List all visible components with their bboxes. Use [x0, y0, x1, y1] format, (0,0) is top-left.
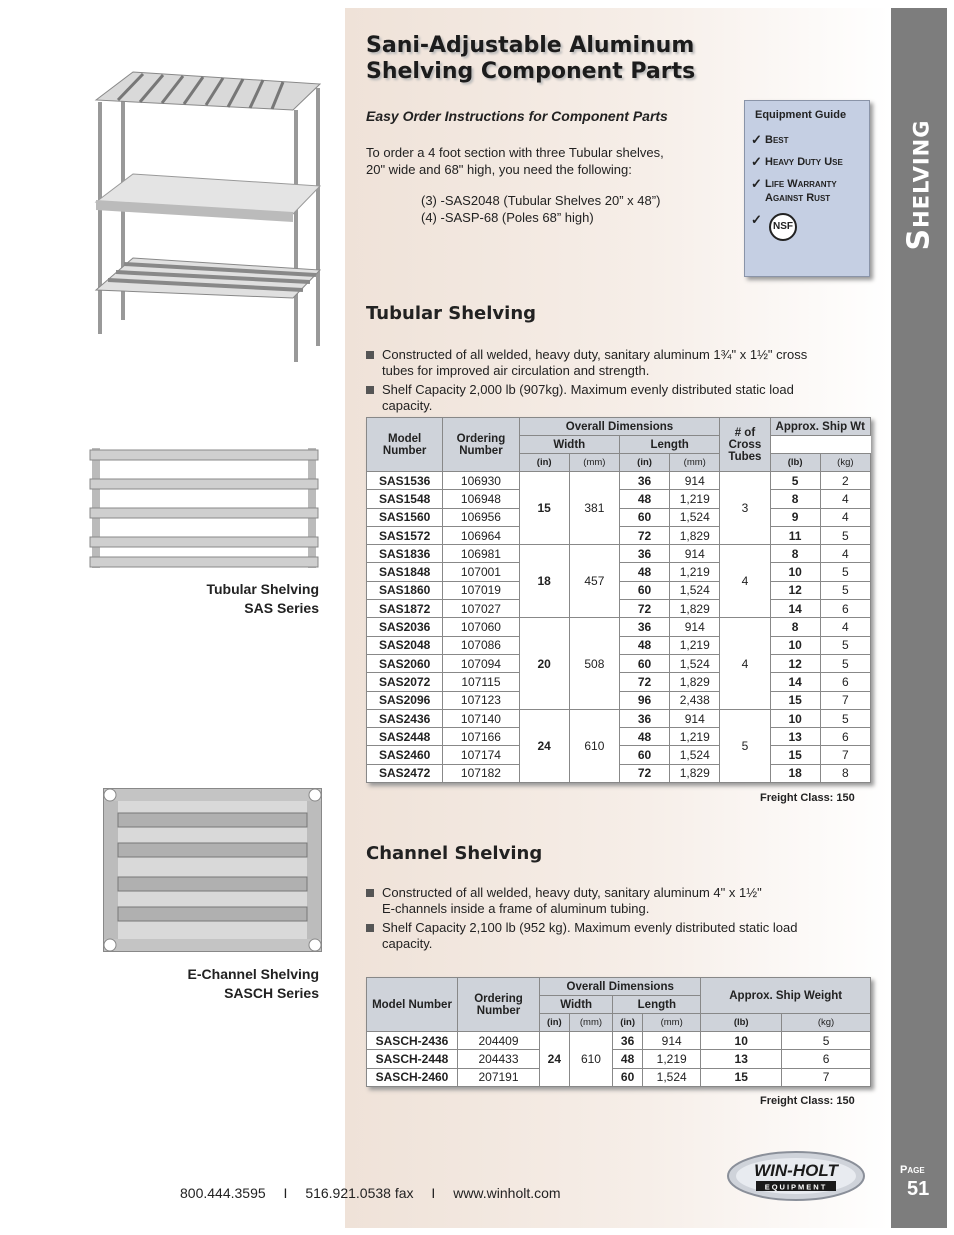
table-cell: 6 — [782, 1050, 871, 1068]
table-cell: 1,219 — [670, 636, 720, 654]
table-cell: SAS1572 — [367, 526, 443, 544]
unit-mm: (mm) — [642, 1014, 700, 1032]
list-item: Shelf Capacity 2,000 lb (907kg). Maximum evenly distributed static load capacity. — [366, 382, 866, 414]
table-cell: 48 — [619, 563, 669, 581]
unit-kg: (kg) — [820, 454, 870, 472]
table-cell: 204433 — [458, 1050, 540, 1068]
table-cell: SAS2460 — [367, 746, 443, 764]
tubular-bullets — [366, 347, 866, 417]
table-cell: 14 — [770, 600, 820, 618]
table-cell: 3 — [720, 472, 770, 545]
col-model: Model Number — [367, 978, 458, 1032]
table-cell: 1,524 — [670, 746, 720, 764]
table-cell: 1,829 — [670, 764, 720, 782]
table-cell: 72 — [619, 764, 669, 782]
channel-freight-class: Freight Class: 150 — [760, 1095, 855, 1107]
table-cell: 14 — [770, 673, 820, 691]
table-cell: 107140 — [443, 709, 519, 727]
table-cell: 207191 — [458, 1068, 540, 1086]
table-row — [367, 526, 871, 544]
win-holt-logo — [726, 1150, 866, 1202]
table-cell: 1,524 — [670, 581, 720, 599]
tubular-caption: Tubular Shelving SAS Series — [206, 581, 319, 616]
table-cell: 1,219 — [670, 728, 720, 746]
table-cell: 1,829 — [670, 526, 720, 544]
table-cell: SAS1872 — [367, 600, 443, 618]
table-row — [367, 581, 871, 599]
table-cell: SAS2036 — [367, 618, 443, 636]
table-cell: 72 — [619, 673, 669, 691]
table-row — [367, 1032, 871, 1050]
table-cell: 8 — [820, 764, 870, 782]
svg-text:WIN-HOLT: WIN-HOLT — [754, 1161, 838, 1180]
table-cell: 508 — [569, 618, 619, 709]
unit-kg: (kg) — [782, 1014, 871, 1032]
table-row — [367, 508, 871, 526]
table-cell: 36 — [619, 709, 669, 727]
table-row — [367, 490, 871, 508]
footer-phone: 800.444.3595 — [180, 1185, 266, 1201]
table-cell: 15 — [519, 472, 569, 545]
table-cell: 457 — [569, 545, 619, 618]
table-cell: 107027 — [443, 600, 519, 618]
table-cell: 5 — [820, 563, 870, 581]
nsf-logo-icon: NSF — [769, 213, 797, 241]
table-cell: 914 — [670, 709, 720, 727]
table-cell: 204409 — [458, 1032, 540, 1050]
table-cell: 4 — [820, 618, 870, 636]
table-cell: SAS1848 — [367, 563, 443, 581]
table-cell: 106981 — [443, 545, 519, 563]
unit-mm: (mm) — [670, 454, 720, 472]
table-row — [367, 764, 871, 782]
table-cell: 5 — [820, 526, 870, 544]
guide-item-nsf — [751, 213, 869, 241]
table-row — [367, 618, 871, 636]
table-cell: 5 — [820, 654, 870, 672]
table-cell: 914 — [642, 1032, 700, 1050]
col-width: Width — [519, 436, 619, 454]
channel-shelf-photo — [100, 785, 325, 955]
table-cell: 107115 — [443, 673, 519, 691]
guide-title: Equipment Guide — [755, 109, 847, 121]
table-cell: SAS1836 — [367, 545, 443, 563]
table-cell: SAS2448 — [367, 728, 443, 746]
table-row — [367, 600, 871, 618]
col-width: Width — [540, 996, 613, 1014]
table-row — [367, 709, 871, 727]
table-cell: 106930 — [443, 472, 519, 490]
table-row — [367, 472, 871, 490]
table-cell: 1,219 — [670, 490, 720, 508]
table-cell: 15 — [701, 1068, 782, 1086]
table-cell: 107086 — [443, 636, 519, 654]
col-tubes: # of Cross Tubes — [720, 418, 770, 472]
col-ordering: Ordering Number — [458, 978, 540, 1032]
table-cell: SASCH-2448 — [367, 1050, 458, 1068]
checkmark-icon: ✓ — [751, 176, 762, 191]
table-cell: 15 — [770, 746, 820, 764]
order-list: (3) -SAS2048 (Tubular Shelves 20” x 48”) (4) -SASP-68 (Poles 68” high) — [421, 193, 661, 225]
table-cell: 5 — [820, 581, 870, 599]
list-item: Constructed of all welded, heavy duty, sanitary aluminum 4" x 1½" E-channels inside a frame of aluminum tubing. — [366, 885, 866, 917]
table-row — [367, 545, 871, 563]
unit-lb: (lb) — [701, 1014, 782, 1032]
table-cell: 60 — [619, 508, 669, 526]
table-cell: 7 — [820, 746, 870, 764]
channel-bullets — [366, 885, 866, 955]
table-cell: 5 — [820, 636, 870, 654]
col-model: Model Number — [367, 418, 443, 472]
table-row — [367, 673, 871, 691]
guide-item-warranty: ✓ Life Warranty Against Rust — [751, 176, 837, 204]
table-cell: 106964 — [443, 526, 519, 544]
table-cell: 610 — [569, 709, 619, 782]
table-cell: SASCH-2460 — [367, 1068, 458, 1086]
table-cell: 381 — [569, 472, 619, 545]
tubular-freight-class: Freight Class: 150 — [760, 792, 855, 804]
table-cell: 6 — [820, 728, 870, 746]
checkmark-icon: ✓ — [751, 132, 762, 147]
table-cell: 96 — [619, 691, 669, 709]
table-cell: 11 — [770, 526, 820, 544]
tubular-heading: Tubular Shelving — [366, 303, 537, 324]
table-row — [367, 1050, 871, 1068]
tubular-shelf-photo — [88, 446, 320, 571]
table-cell: 36 — [613, 1032, 643, 1050]
unit-in: (in) — [619, 454, 669, 472]
table-cell: 10 — [770, 563, 820, 581]
table-row — [367, 746, 871, 764]
table-cell: 2,438 — [670, 691, 720, 709]
tubular-shelving-table — [366, 417, 871, 783]
svg-text:EQUIPMENT: EQUIPMENT — [764, 1182, 828, 1192]
table-cell: 7 — [820, 691, 870, 709]
table-cell: 48 — [619, 636, 669, 654]
table-cell: 4 — [820, 545, 870, 563]
table-cell: 107166 — [443, 728, 519, 746]
table-cell: 18 — [770, 764, 820, 782]
table-cell: 8 — [770, 545, 820, 563]
col-weight: Approx. Ship Wt — [770, 418, 870, 436]
table-cell: 1,524 — [670, 654, 720, 672]
col-length: Length — [619, 436, 719, 454]
unit-mm: (mm) — [569, 454, 619, 472]
list-item: Constructed of all welded, heavy duty, sanitary aluminum 1¾" x 1½" cross tubes for improved air circulation and strength. — [366, 347, 866, 379]
table-cell: 10 — [701, 1032, 782, 1050]
table-cell: 1,829 — [670, 673, 720, 691]
order-intro: To order a 4 foot section with three Tubular shelves, 20" wide and 68" high, you need the following: — [366, 145, 664, 177]
guide-item-heavy-duty: ✓ Heavy Duty Use — [751, 154, 843, 169]
shelving-unit-photo — [88, 62, 333, 367]
table-cell: 107123 — [443, 691, 519, 709]
table-cell: 107019 — [443, 581, 519, 599]
table-cell: 1,219 — [642, 1050, 700, 1068]
unit-in: (in) — [519, 454, 569, 472]
table-cell: 36 — [619, 472, 669, 490]
table-cell: 5 — [782, 1032, 871, 1050]
table-cell: 5 — [770, 472, 820, 490]
col-weight: Approx. Ship Weight — [701, 978, 871, 1014]
table-cell: 2 — [820, 472, 870, 490]
table-cell: 914 — [670, 472, 720, 490]
channel-heading: Channel Shelving — [366, 843, 543, 864]
unit-lb: (lb) — [770, 454, 820, 472]
order-instructions-heading: Easy Order Instructions for Component Parts — [366, 108, 668, 124]
table-cell: 60 — [619, 581, 669, 599]
col-ordering: Ordering Number — [443, 418, 519, 472]
table-row — [367, 654, 871, 672]
unit-in: (in) — [613, 1014, 643, 1032]
table-cell: 36 — [619, 618, 669, 636]
table-cell: SAS1536 — [367, 472, 443, 490]
table-row — [367, 1068, 871, 1086]
table-cell: 107174 — [443, 746, 519, 764]
table-cell: 1,829 — [670, 600, 720, 618]
table-cell: 8 — [770, 490, 820, 508]
table-cell: 48 — [619, 728, 669, 746]
table-cell: 24 — [519, 709, 569, 782]
table-cell: 106956 — [443, 508, 519, 526]
table-row — [367, 636, 871, 654]
table-row — [367, 563, 871, 581]
table-cell: 4 — [720, 618, 770, 709]
sidebar-title: Shelving — [901, 119, 937, 251]
table-cell: 20 — [519, 618, 569, 709]
table-cell: 107001 — [443, 563, 519, 581]
table-cell: SAS2436 — [367, 709, 443, 727]
table-cell: 6 — [820, 600, 870, 618]
col-overall: Overall Dimensions — [540, 978, 701, 996]
table-cell: 1,219 — [670, 563, 720, 581]
table-cell: SAS1860 — [367, 581, 443, 599]
table-cell: 18 — [519, 545, 569, 618]
table-cell: SAS2048 — [367, 636, 443, 654]
channel-caption: E-Channel Shelving SASCH Series — [187, 966, 319, 1001]
table-cell: 13 — [770, 728, 820, 746]
table-cell: 13 — [701, 1050, 782, 1068]
table-cell: 60 — [619, 746, 669, 764]
footer-separator: I — [431, 1185, 436, 1201]
table-cell: 60 — [613, 1068, 643, 1086]
table-cell: 5 — [820, 709, 870, 727]
table-cell: 914 — [670, 618, 720, 636]
table-cell: 15 — [770, 691, 820, 709]
table-cell: SAS2072 — [367, 673, 443, 691]
table-cell: 107182 — [443, 764, 519, 782]
table-cell: 72 — [619, 526, 669, 544]
table-cell: 10 — [770, 636, 820, 654]
table-cell: 4 — [720, 545, 770, 618]
table-cell: 4 — [820, 508, 870, 526]
table-cell: 914 — [670, 545, 720, 563]
page-title: Sani-Adjustable Aluminum Shelving Component Parts — [366, 33, 696, 84]
unit-in: (in) — [540, 1014, 570, 1032]
list-item: Shelf Capacity 2,100 lb (952 kg). Maximum evenly distributed static load capacity. — [366, 920, 866, 952]
footer-fax: 516.921.0538 fax — [305, 1185, 414, 1201]
equipment-guide — [744, 100, 870, 277]
table-cell: 6 — [820, 673, 870, 691]
table-cell: 10 — [770, 709, 820, 727]
table-cell: 36 — [619, 545, 669, 563]
table-cell: SAS2060 — [367, 654, 443, 672]
table-cell: 610 — [569, 1032, 613, 1087]
table-cell: SAS2096 — [367, 691, 443, 709]
table-cell: 5 — [720, 709, 770, 782]
footer-contact — [180, 1185, 561, 1201]
table-cell: 4 — [820, 490, 870, 508]
table-cell: 1,524 — [642, 1068, 700, 1086]
table-row — [367, 728, 871, 746]
table-cell: 107094 — [443, 654, 519, 672]
page-label: Page — [900, 1164, 925, 1176]
table-cell: SAS1548 — [367, 490, 443, 508]
col-overall: Overall Dimensions — [519, 418, 720, 436]
guide-item-best: ✓ Best — [751, 132, 789, 147]
table-cell: 12 — [770, 581, 820, 599]
table-cell: SAS2472 — [367, 764, 443, 782]
footer-website[interactable]: www.winholt.com — [453, 1185, 561, 1201]
table-cell: 24 — [540, 1032, 570, 1087]
table-cell: 72 — [619, 600, 669, 618]
page-number: 51 — [907, 1178, 930, 1200]
table-cell: SASCH-2436 — [367, 1032, 458, 1050]
table-row — [367, 691, 871, 709]
table-cell: 48 — [613, 1050, 643, 1068]
table-cell: 107060 — [443, 618, 519, 636]
table-cell: 12 — [770, 654, 820, 672]
footer-separator: I — [283, 1185, 288, 1201]
channel-shelving-table — [366, 977, 871, 1087]
table-cell: SAS1560 — [367, 508, 443, 526]
table-cell: 1,524 — [670, 508, 720, 526]
table-cell: 106948 — [443, 490, 519, 508]
table-cell: 9 — [770, 508, 820, 526]
table-cell: 60 — [619, 654, 669, 672]
table-cell: 48 — [619, 490, 669, 508]
col-length: Length — [613, 996, 701, 1014]
table-cell: 7 — [782, 1068, 871, 1086]
checkmark-icon: ✓ — [751, 154, 762, 169]
unit-mm: (mm) — [569, 1014, 613, 1032]
checkmark-icon: ✓ — [751, 212, 762, 227]
table-cell: 8 — [770, 618, 820, 636]
